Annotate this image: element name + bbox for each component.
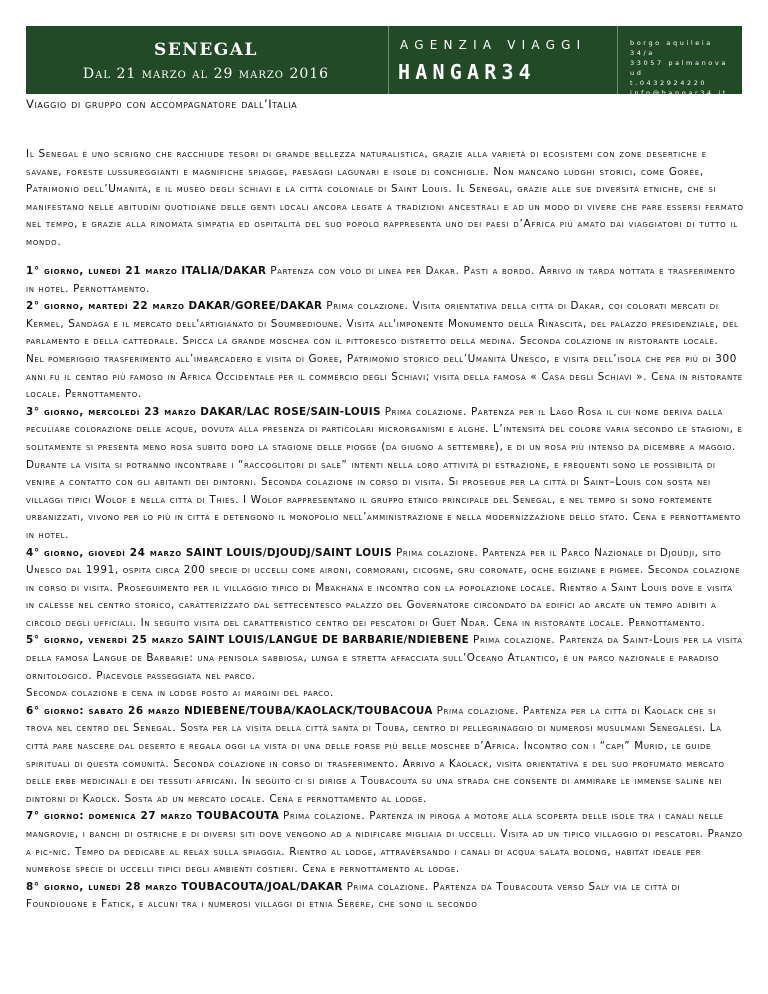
day-label: 8° giorno, lunedì 28 marzo xyxy=(26,880,178,893)
day-route: DAKAR/GOREE/DAKAR xyxy=(188,300,323,313)
intro-text: Il Senegal è uno scrigno che racchiude tesori di grande bellezza naturalistica, grazie alla varietà di ecosistemi con zone desertiche e savane, foreste lussureggianti e magnifiche spiagge, paesaggi lagunari e isole di conchiglie. Non mancano luoghi storici, come Gorée, Patrimonio dell’Umanità, e il museo degli schiavi e la città coloniale di Saint Louis. Il Senegal, grazie alle sue diversità etniche, che si manifestano nelle abitudini quotidiane delle genti locali ancora legate a tradizioni ancestrali e ad un modo di vivere che pare essersi fermato nel tempo, e grazie alla rinomata simpatia ed ospitalità del suo popolo rappresenta uno dei paesi d’Africa più amato dai viaggiatori di tutto il mondo. xyxy=(26,148,744,248)
day-label: 3° giorno, mercoledì 23 marzo xyxy=(26,405,197,418)
day-route: SAINT LOUIS/LANGUE DE BARBARIE/NDIEBENE xyxy=(187,634,470,647)
day-description: Prima colazione. Partenza per il Lago Rosa il cui nome deriva dalla peculiare colorazione delle acque, dovuta alla presenza di particolari microrganismi e alghe. L’intensità del colore varia secondo le stagioni, e solitamente si presenta meno rosa subito dopo la stagione delle piogge (da giugno a settembre), e di un rosa più intenso da dicembre a maggio. xyxy=(26,405,743,453)
day-label: 1° giorno, lunedì 21 marzo xyxy=(26,265,178,277)
trip-title-block xyxy=(26,26,386,94)
itinerary-day xyxy=(26,808,744,878)
agency-contact xyxy=(630,38,742,98)
day-description: Partenza con volo di linea per Dakar. Pasti a bordo. Arrivo in tarda nottata e trasferimento in hotel. Pernottamento. xyxy=(26,265,736,295)
contact-address: borgo aquileia 34/a xyxy=(630,39,713,57)
day-description: Prima colazione. Partenza da Saint-Louis per la visita della famosa Langue de Barbarie: una penisola sabbiosa, lunga e stretta affacciata sull’Oceano Atlantico, è un parco nazionale e paradiso ornitologico. Piacevole passeggiata nel parco. xyxy=(26,634,743,682)
itinerary-day xyxy=(26,404,744,457)
trip-subtitle: Viaggio di gruppo con accompagnatore dall’Italia xyxy=(26,97,298,111)
day-description-continued: Nel pomeriggio trasferimento all’imbarcadero e visita di Goree, Patrimonio storico dell’Umanità Unesco, e visita dell’isola che per più di 300 anni fu il centro più famoso in Africa Occidentale per il commercio degli Schiavi; visita della famosa « Casa degli Schiavi ». Cena in ristorante locale. Pernottamento. xyxy=(26,352,743,401)
header-divider xyxy=(388,26,389,94)
day-description-continued: Durante la visita si potranno incontrare i “raccoglitori di sale” intenti nella loro attività di estrazione, e frequenti sono le possibilità di venire a contatto con gli abitanti dei dintorni. Seconda colazione in corso di visita. Si prosegue per la città di Saint–Louis con sosta nei villaggi tipici Wolof e nella città di Thies. I Wolof rappresentano il gruppo etnico principale del Senegal, e nel tempo si sono fortemente urbanizzati, vivono per lo più in città e detengono il monopolio nell’amministrazione e nella modernizzazione dello stato. Cena e pernottamento in hotel. xyxy=(26,458,741,541)
itinerary-day xyxy=(26,703,744,809)
day-description: Prima colazione. Partenza per la citta di Kaolack che si trova nel centro del Senegal. Sosta per la visita della città santa di Touba, centro di pellegrinaggio di numerosi musulmani Senegalesi. La città pare nascere dal deserto e regala oggi la vista di una delle forse più belle moschee d’Africa. Incontro con i “capi” Murid, le guide spirituali di questa comunità. Seconda colazione in corso di trasferimento. Arrivo a Kaolack, visita orientativa e del suo profumato mercato delle erbe medicinali e dei tessuti africani. In seguito ci si dirige a Toubacouta su una strada che consente di ammirare le immense saline nei dintorni di Kaolck. Sosta ad un mercato locale. Cena e pernottamento al lodge. xyxy=(26,704,725,805)
agency-brand: HANGAR34 xyxy=(398,60,536,84)
day-route: DAKAR/LAC ROSE/SAIN-LOUIS xyxy=(200,405,381,418)
day-description: Prima colazione. Partenza da Toubacouta verso Saly via le città di Foundiougne e Fatick, e alcuni tra i numerosi villaggi di etnia Sérère, che sono il secondo xyxy=(26,880,681,911)
day-route: NDIEBENE/TOUBA/KAOLACK/TOUBACOUA xyxy=(184,704,433,717)
day-description: Prima colazione. Partenza per il Parco Nazionale di Djoudji, sito Unesco dal 1991, ospita circa 200 specie di uccelli come aironi, cormorani, cicogne, gru coronate, oche egiziane e pigmee. Seconda colazione in corso di visita. Proseguimento per il villaggio tipico di Mbakhana e incontro con la popolazione locale. Rientro a Saint Louis dove e visita in calesse nel centro storico, caratterizzato dal settecentesco palazzo del Governatore circondato da edifici ad arcate un tempo adibiti a circolo degli ufficiali. In seguito visita del caratteristico centro dei pescatori di Guet Ndar. Cena in ristorante locale. Pernottamento. xyxy=(26,546,741,629)
itinerary-day xyxy=(26,632,744,685)
day-label: 2° giorno, martedì 22 marzo xyxy=(26,300,185,313)
intro-paragraph xyxy=(26,146,744,252)
itinerary-day xyxy=(26,545,744,633)
day-description: Prima colazione. Partenza in piroga a motore alla scoperta delle isole tra i canali nelle mangrovie, i banchi di ostriche e di diversi siti dove vengono ad a nidificare migliaia di uccelli. Visita ad un tipico villaggio di pescatori. Pranzo a pic-nic. Tempo da dedicare al relax sulla spiaggia. Rientro al lodge, attraversando i canali di acqua salata bolong, habitat ideale per numerose specie di uccelli tipici degli ambienti costieri. Cena e pernottamento al lodge. xyxy=(26,810,743,876)
itinerary-day xyxy=(26,298,744,351)
itinerary xyxy=(26,263,744,914)
day-route: TOUBACOUTA/JOAL/DAKAR xyxy=(181,880,343,893)
contact-city: 33057 palmanova ud xyxy=(630,59,728,77)
day-label: 6° giorno: sabato 26 marzo xyxy=(26,704,181,717)
contact-phone: t.0432924220 xyxy=(630,79,708,87)
header-banner xyxy=(26,26,742,97)
contact-email: info@hangar34.it xyxy=(630,89,728,97)
header-divider xyxy=(617,26,618,94)
day-description-continued: Seconda colazione e cena in lodge posto ai margini del parco. xyxy=(26,687,334,700)
day-route: TOUBACOUTA xyxy=(196,810,280,823)
trip-dates: Dal 21 marzo al 29 marzo 2016 xyxy=(82,66,330,82)
day-route: SAINT LOUIS/DJOUDJ/SAINT LOUIS xyxy=(185,546,393,559)
day-label: 4° giorno, giovedì 24 marzo xyxy=(26,546,182,559)
itinerary-day xyxy=(26,879,744,914)
agency-label: AGENZIA VIAGGI xyxy=(400,38,587,52)
day-route: ITALIA/DAKAR xyxy=(181,265,267,277)
itinerary-day xyxy=(26,263,744,298)
day-label: 5° giorno, venerdì 25 marzo xyxy=(26,634,184,647)
trip-title: SENEGAL xyxy=(154,40,258,60)
day-label: 7° giorno: domenica 27 marzo xyxy=(26,810,193,823)
day-description: Prima colazione. Visita orientativa della città di Dakar, coi colorati mercati di Kermel, Sandaga e il mercato dell'artigianato di Soumbedioune. Visita all'imponente Monumento della Rinascita, del palazzo presidenziale, del parlamento e della cattedrale. Spicca la grande moschea con il pittoresco distretto della medina. Seconda colazione in ristorante locale. xyxy=(26,300,739,348)
